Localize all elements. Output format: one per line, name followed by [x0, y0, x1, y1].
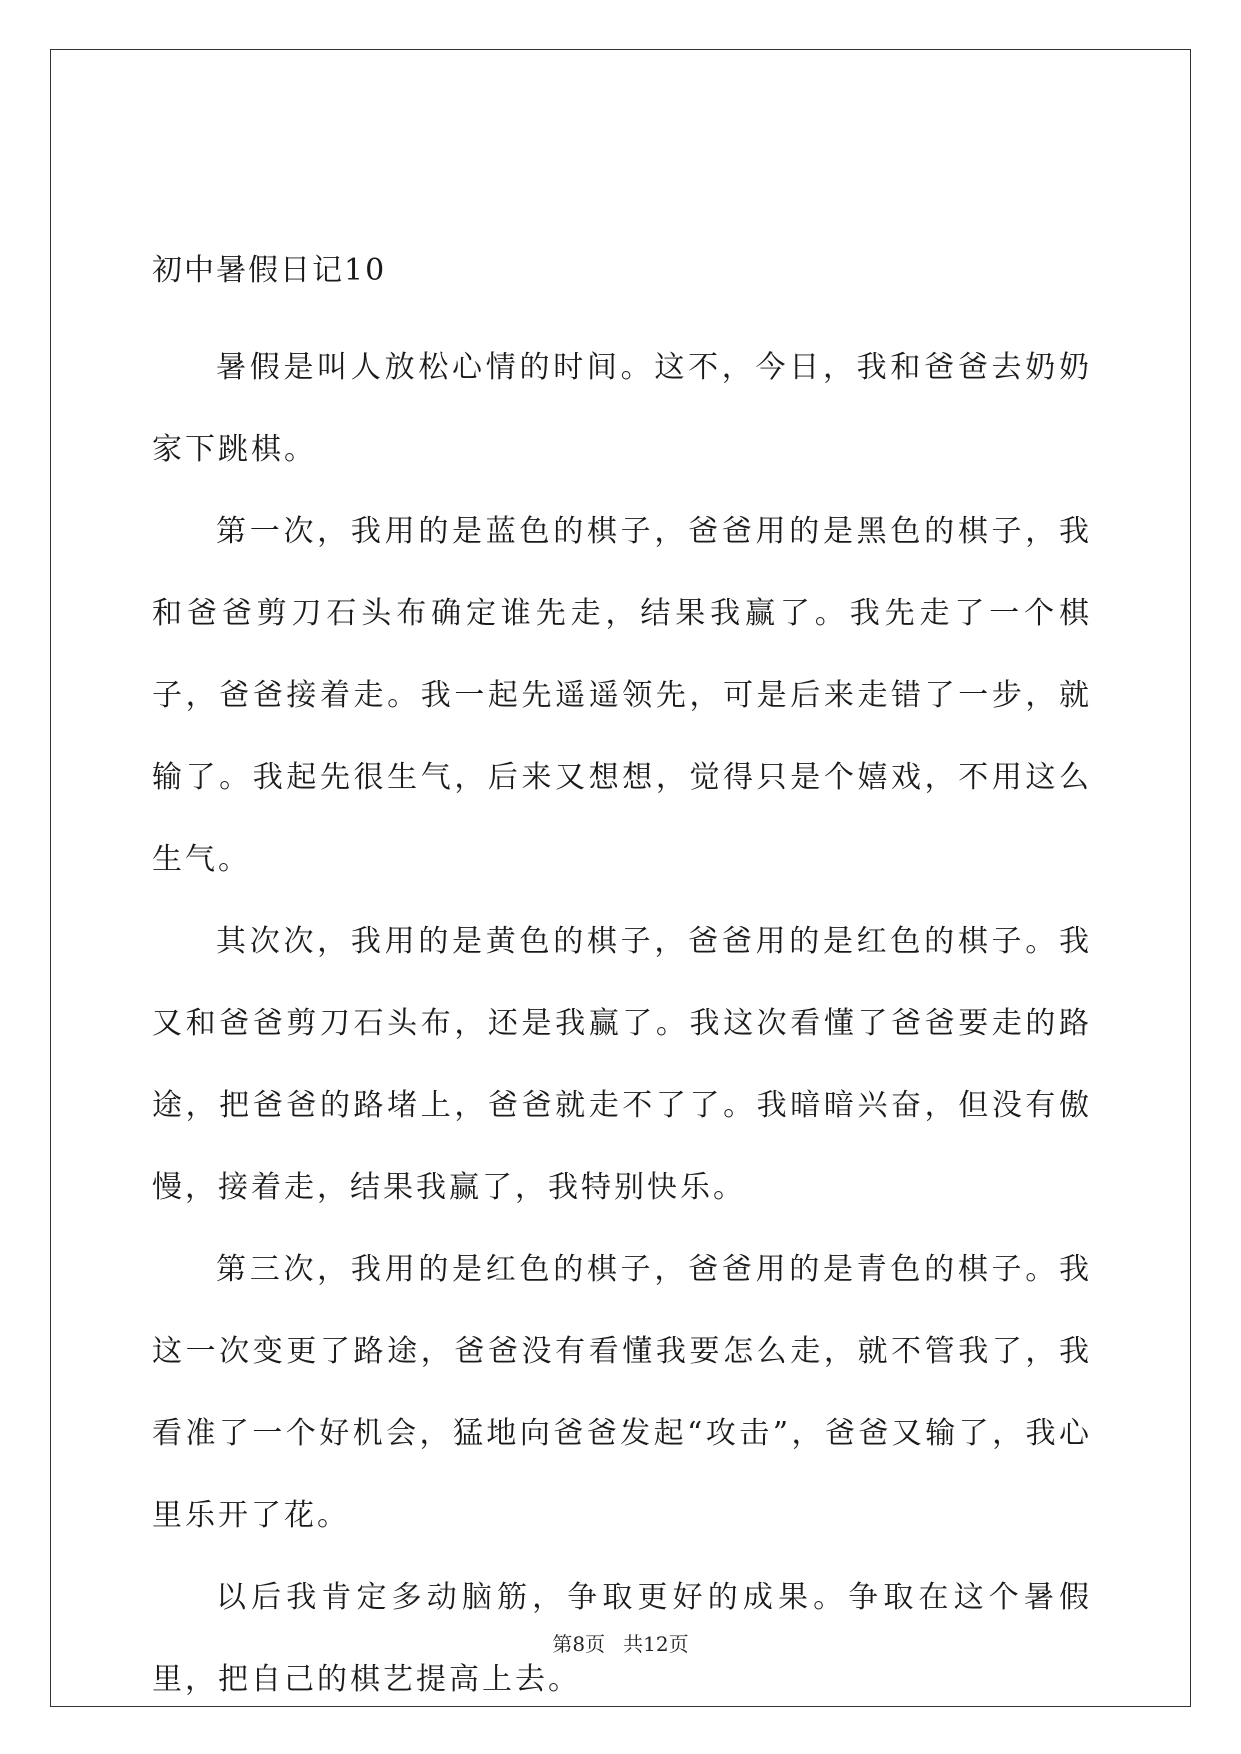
- paragraph-4: 第三次，我用的是红色的棋子，爸爸用的是青色的棋子。我这一次变更了路途，爸爸没有看懂我要怎么走，就不管我了，我看准了一个好机会，猛地向爸爸发起“攻击”，爸爸又输了，我心里乐开了花。: [152, 1252, 1092, 1533]
- current-page-label: 第8页: [552, 1632, 606, 1656]
- document-title: 初中暑假日记10: [152, 253, 387, 288]
- page-footer: [0, 1630, 1241, 1658]
- paragraph-1: 暑假是叫人放松心情的时间。这不，今日，我和爸爸去奶奶家下跳棋。: [152, 350, 1092, 467]
- paragraph-3: 其次次，我用的是黄色的棋子，爸爸用的是红色的棋子。我又和爸爸剪刀石头布，还是我赢了。我这次看懂了爸爸要走的路途，把爸爸的路堵上，爸爸就走不了了。我暗暗兴奋，但没有傲慢，接着走，结果我赢了，我特别快乐。: [152, 924, 1092, 1205]
- total-pages-label: 共12页: [623, 1632, 689, 1656]
- paragraph-2: 第一次，我用的是蓝色的棋子，爸爸用的是黑色的棋子，我和爸爸剪刀石头布确定谁先走，结果我赢了。我先走了一个棋子，爸爸接着走。我一起先遥遥领先，可是后来走错了一步，就输了。我起先很生气，后来又想想，觉得只是个嬉戏，不用这么生气。: [152, 514, 1092, 877]
- paragraph-5: 以后我肯定多动脑筋，争取更好的成果。争取在这个暑假里，把自己的棋艺提高上去。: [152, 1580, 1092, 1697]
- document-body: [152, 245, 1092, 1721]
